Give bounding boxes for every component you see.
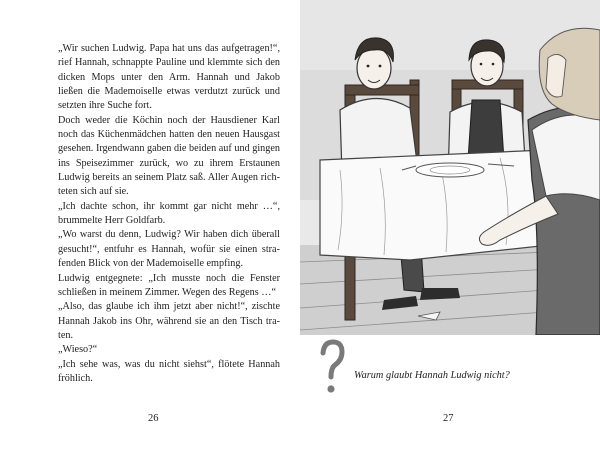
- paragraph: „Also, das glaube ich ihm jetzt aber nicht!“, zischte Hannah Jakob ins Ohr, während sie an den Tisch traten.: [58, 301, 280, 341]
- story-text: [58, 42, 280, 386]
- paragraph: „Wir suchen Ludwig. Papa hat uns das aufgetragen!“, rief Hannah, schnappte Pauline und klemmte sich den dicken Mops unter den Arm. Hannah und Jakob ließen die Mademoiselle etwas verdutzt zurück und setzten ihre Suche fort.: [58, 43, 280, 112]
- dining-room-illustration: [300, 0, 600, 335]
- paragraph: Doch weder die Köchin noch der Hausdiener Karl noch das Küchenmädchen hatten den neuen Hausgast gesehen. Irgendwann gaben die beiden auf und gingen ins Speisezimmer zurück, wo zu ihrem Erstaunen Ludwig bereits an seinem Platz saß. Aller Augen richteten sich auf sie.: [58, 114, 280, 198]
- paragraph: „Ich dachte schon, ihr kommt gar nicht mehr …“, brummelte Herr Goldfarb.: [58, 200, 280, 227]
- paragraph: Ludwig entgegnete: „Ich musste noch die Fenster schließen in meinem Zimmer. Wegen des Regens …“: [58, 272, 280, 298]
- right-page: [300, 0, 600, 468]
- question-text: Warum glaubt Hannah Ludwig nicht?: [354, 370, 510, 381]
- question-mark-icon: [318, 339, 346, 397]
- paragraph: „Ich sehe was, was du nicht siehst“, flötete Hannah fröhlich.: [58, 358, 280, 384]
- paragraph: „Wieso?“: [58, 344, 98, 356]
- page-number-right: 27: [443, 413, 454, 424]
- paragraph: „Wo warst du denn, Ludwig? Wir haben dich überall gesucht!“, entfuhr es Hannah, wofür sie einen strafenden Blick von der Mademoiselle empfing.: [58, 229, 280, 270]
- page-number-left: 26: [148, 413, 159, 424]
